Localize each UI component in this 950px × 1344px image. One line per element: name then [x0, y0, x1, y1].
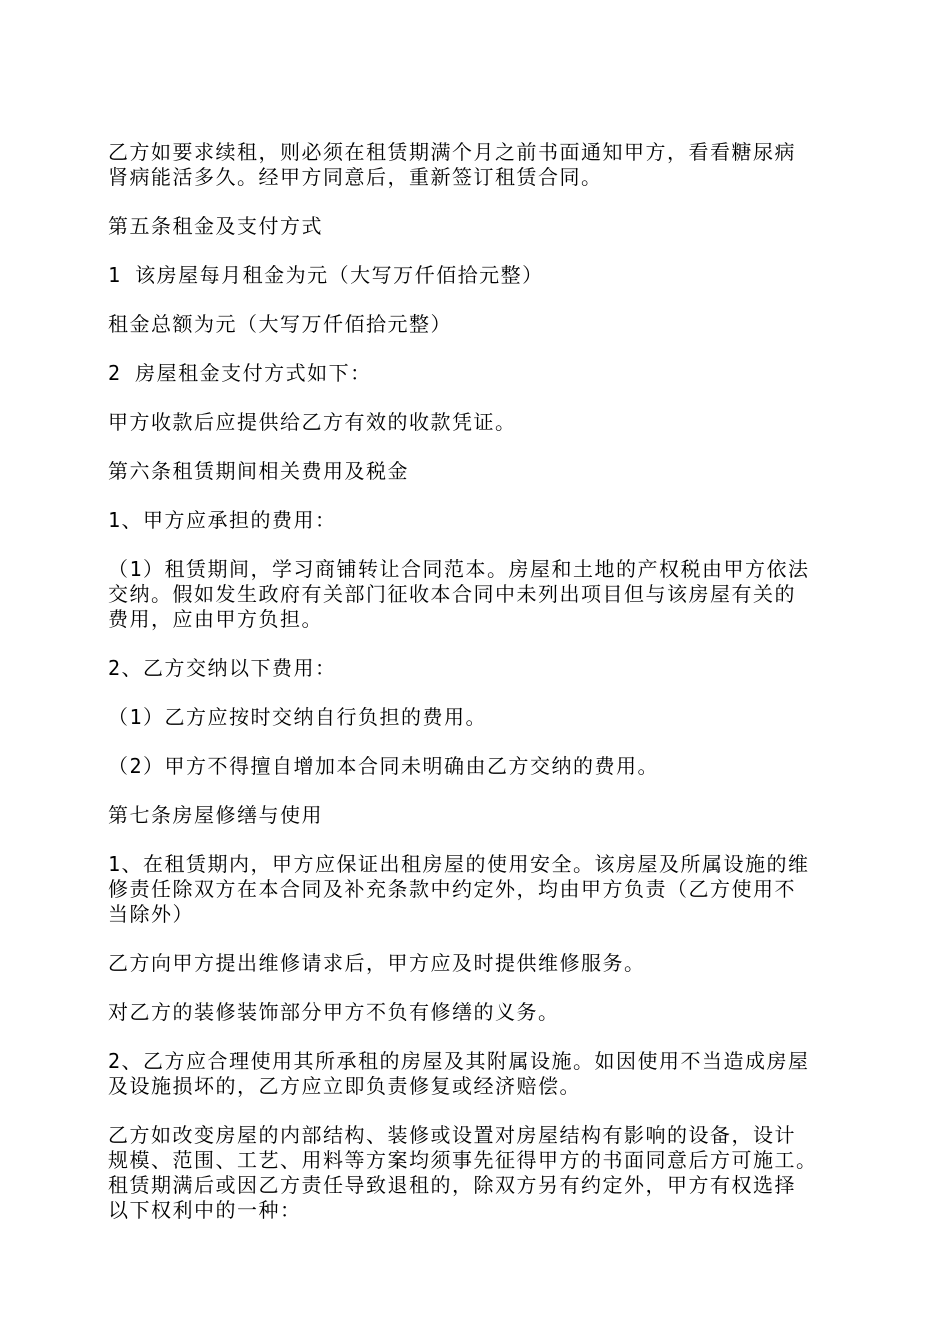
- paragraph-structure-change: 乙方如改变房屋的内部结构、装修或设置对房屋结构有影响的设备，设计 规模、范围、工艺、用料等方案均须事先征得甲方的书面同意后方可施工。 租赁期满后或因乙方责任导致退租的，除双方另有约定外，甲方有权选择 以下权利中的一种：: [108, 1123, 818, 1222]
- paragraph-decoration: 对乙方的装修装饰部分甲方不负有修缮的义务。: [108, 1000, 560, 1024]
- paragraph-party-b-fees: 2、乙方交纳以下费用：: [108, 656, 337, 680]
- paragraph-party-a-fees: 1、甲方应承担的费用：: [108, 508, 337, 532]
- heading-article-5: 第五条租金及支付方式: [108, 214, 323, 238]
- paragraph-proper-use: 2、乙方应合理使用其所承租的房屋及其附属设施。如因使用不当造成房屋 及设施损坏的，乙方应立即负责修复或经济赔偿。: [108, 1049, 810, 1098]
- paragraph-repair-responsibility: 1、在租赁期内，甲方应保证出租房屋的使用安全。该房屋及所属设施的维 修责任除双方在本合同及补充条款中约定外，均由甲方负责（乙方使用不 当除外）: [108, 852, 810, 926]
- paragraph-b-fee-2: （2）甲方不得擅自增加本合同未明确由乙方交纳的费用。: [108, 754, 660, 778]
- paragraph-property-tax: （1）租赁期间，学习商铺转让合同范本。房屋和土地的产权税由甲方依法 交纳。假如发生政府有关部门征收本合同中未列出项目但与该房屋有关的 费用，应由甲方负担。: [108, 557, 810, 631]
- paragraph-total-rent: 租金总额为元（大写万仟佰拾元整）: [108, 312, 452, 336]
- heading-article-6: 第六条租赁期间相关费用及税金: [108, 459, 409, 483]
- document-body: [108, 140, 848, 1223]
- paragraph-renewal: 乙方如要求续租，则必须在租赁期满个月之前书面通知甲方，看看糖尿病 肾病能活多久。经甲方同意后，重新签订租赁合同。: [108, 140, 796, 189]
- paragraph-b-fee-1: （1）乙方应按时交纳自行负担的费用。: [108, 705, 488, 729]
- paragraph-payment-method: 2 房屋租金支付方式如下：: [108, 361, 372, 385]
- paragraph-receipt: 甲方收款后应提供给乙方有效的收款凭证。: [108, 410, 517, 434]
- paragraph-monthly-rent: 1 该房屋每月租金为元（大写万仟佰拾元整）: [108, 263, 544, 287]
- paragraph-repair-request: 乙方向甲方提出维修请求后，甲方应及时提供维修服务。: [108, 951, 646, 975]
- heading-article-7: 第七条房屋修缮与使用: [108, 803, 323, 827]
